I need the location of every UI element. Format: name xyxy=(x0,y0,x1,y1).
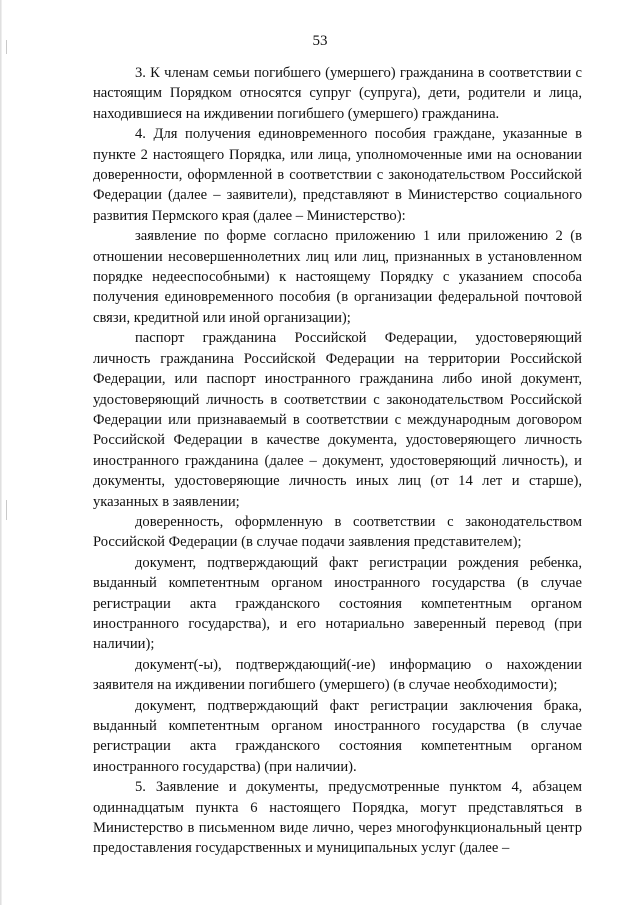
paragraph-application: заявление по форме согласно приложению 1 или приложению 2 (в отношении несовершеннолетних лиц или лиц, признанных в установленном порядке недееспособными) к настоящему Порядку с указанием способа получения единовременного пособия (в организации федеральной почтовой связи, кредитной или иной организации); xyxy=(93,228,582,326)
scan-mark xyxy=(6,500,7,520)
paragraph-item-3: 3. К членам семьи погибшего (умершего) гражданина в соответствии с настоящим Порядком относятся супруг (супруга), дети, родители и лица, находившиеся на иждивении погибшего (умершего) гражданина. xyxy=(93,65,582,122)
document-body xyxy=(93,63,582,859)
paragraph-power-of-attorney: доверенность, оформленную в соответствии с законодательством Российской Федерации (в случае подачи заявления представителем); xyxy=(93,513,582,551)
paragraph-marriage-document: документ, подтверждающий факт регистрации заключения брака, выданный компетентным органом иностранного государства (в случае регистрации акта гражданского состояния компетентным органом иностранного государства) (при наличии). xyxy=(93,697,582,775)
paragraph-passport: паспорт гражданина Российской Федерации, удостоверяющий личность гражданина Российской Федерации на территории Российской Федерации, или паспорт иностранного гражданина либо иной документ, удостоверяющий личность в соответствии с законодательством Российской Федерации или признаваемый в соответствии с международным договором Российской Федерации в качестве документа, удостоверяющего личность иностранного гражданина (далее – документ, удостоверяющий личность), и документы, удостоверяющие личность иных лиц (от 14 лет и старше), указанных в заявлении; xyxy=(93,330,582,510)
paragraph-item-4: 4. Для получения единовременного пособия граждане, указанные в пункте 2 настоящего Порядка, или лица, уполномоченные ими на основании доверенности, оформленной в соответствии с законодательством Российской Федерации (далее – заявители), представляют в Министерство социального развития Пермского края (далее – Министерство): xyxy=(93,126,582,224)
paragraph-dependency-document: документ(-ы), подтверждающий(-ие) информацию о нахождении заявителя на иждивении погибшего (умершего) (в случае необходимости); xyxy=(93,656,582,694)
paragraph-birth-document: документ, подтверждающий факт регистрации рождения ребенка, выданный компетентным органом иностранного государства (в случае регистрации акта гражданского состояния компетентным органом иностранного государства), и его нотариально заверенный перевод (при наличии); xyxy=(93,554,582,653)
paragraph-item-5: 5. Заявление и документы, предусмотренные пунктом 4, абзацем одиннадцатым пункта 6 настоящего Порядка, могут представляться в Министерство в письменном виде лично, через многофункциональный центр предоставления государственных и муниципальных услуг (далее – xyxy=(93,779,582,857)
page-edge xyxy=(0,0,2,905)
page-number: 53 xyxy=(312,33,328,49)
